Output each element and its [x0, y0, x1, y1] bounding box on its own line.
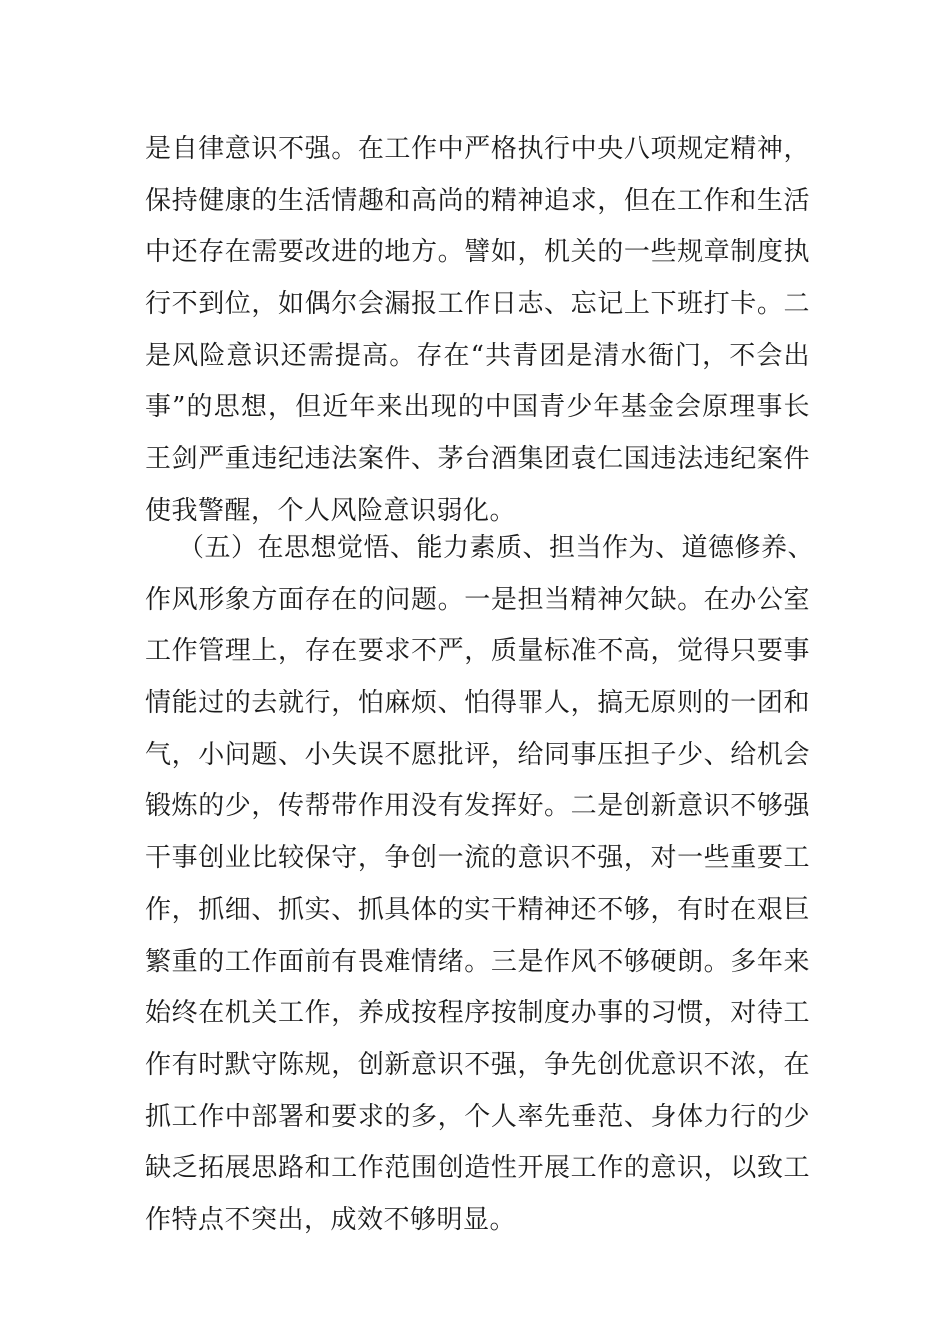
text-line: 气，小问题、小失误不愿批评，给同事压担子少、给机会 [145, 739, 810, 770]
text-line: 是风险意识还需提高。存在“共青团是清水衙门，不会出 [145, 340, 810, 371]
text-line: 缺乏拓展思路和工作范围创造性开展工作的意识，以致工 [145, 1153, 810, 1184]
text-line: 始终在机关工作，养成按程序按制度办事的习惯，对待工 [145, 998, 810, 1029]
text-line: 王剑严重违纪违法案件、茅台酒集团袁仁国违法违纪案件 [145, 444, 810, 475]
paragraph-2 [145, 523, 815, 1247]
paragraph-1 [145, 124, 810, 538]
text-line: 使我警醒，个人风险意识弱化。 [145, 495, 517, 526]
text-line: 抓工作中部署和要求的多，个人率先垂范、身体力行的少 [145, 1101, 810, 1132]
text-line: 锻炼的少，传帮带作用没有发挥好。二是创新意识不够强 [145, 791, 810, 822]
text-line: 作有时默守陈规，创新意识不强，争先创优意识不浓，在 [145, 1049, 810, 1080]
text-line: 工作管理上，存在要求不严，质量标准不高，觉得只要事 [145, 636, 810, 667]
text-line: 情能过的去就行，怕麻烦、怕得罪人，搞无原则的一团和 [145, 688, 810, 719]
text-line: 保持健康的生活情趣和高尚的精神追求，但在工作和生活 [145, 185, 810, 216]
text-line: 事”的思想，但近年来出现的中国青少年基金会原理事长 [145, 392, 810, 423]
text-line: 是自律意识不强。在工作中严格执行中央八项规定精神， [145, 134, 810, 164]
text-line: 繁重的工作面前有畏难情绪。三是作风不够硬朗。多年来 [145, 946, 810, 977]
text-line: 作特点不突出，成效不够明显。 [145, 1204, 517, 1235]
text-line: 作，抓细、抓实、抓具体的实干精神还不够，有时在艰巨 [145, 894, 810, 925]
text-line: 中还存在需要改进的地方。譬如，机关的一些规章制度执 [145, 237, 810, 268]
text-line: 行不到位，如偶尔会漏报工作日志、忘记上下班打卡。二 [145, 289, 810, 320]
text-line: 干事创业比较保守，争创一流的意识不强，对一些重要工 [145, 843, 810, 874]
text-line: 作风形象方面存在的问题。一是担当精神欠缺。在办公室 [145, 584, 810, 615]
text-line: （五）在思想觉悟、能力素质、担当作为、道德修养、 [178, 533, 815, 563]
